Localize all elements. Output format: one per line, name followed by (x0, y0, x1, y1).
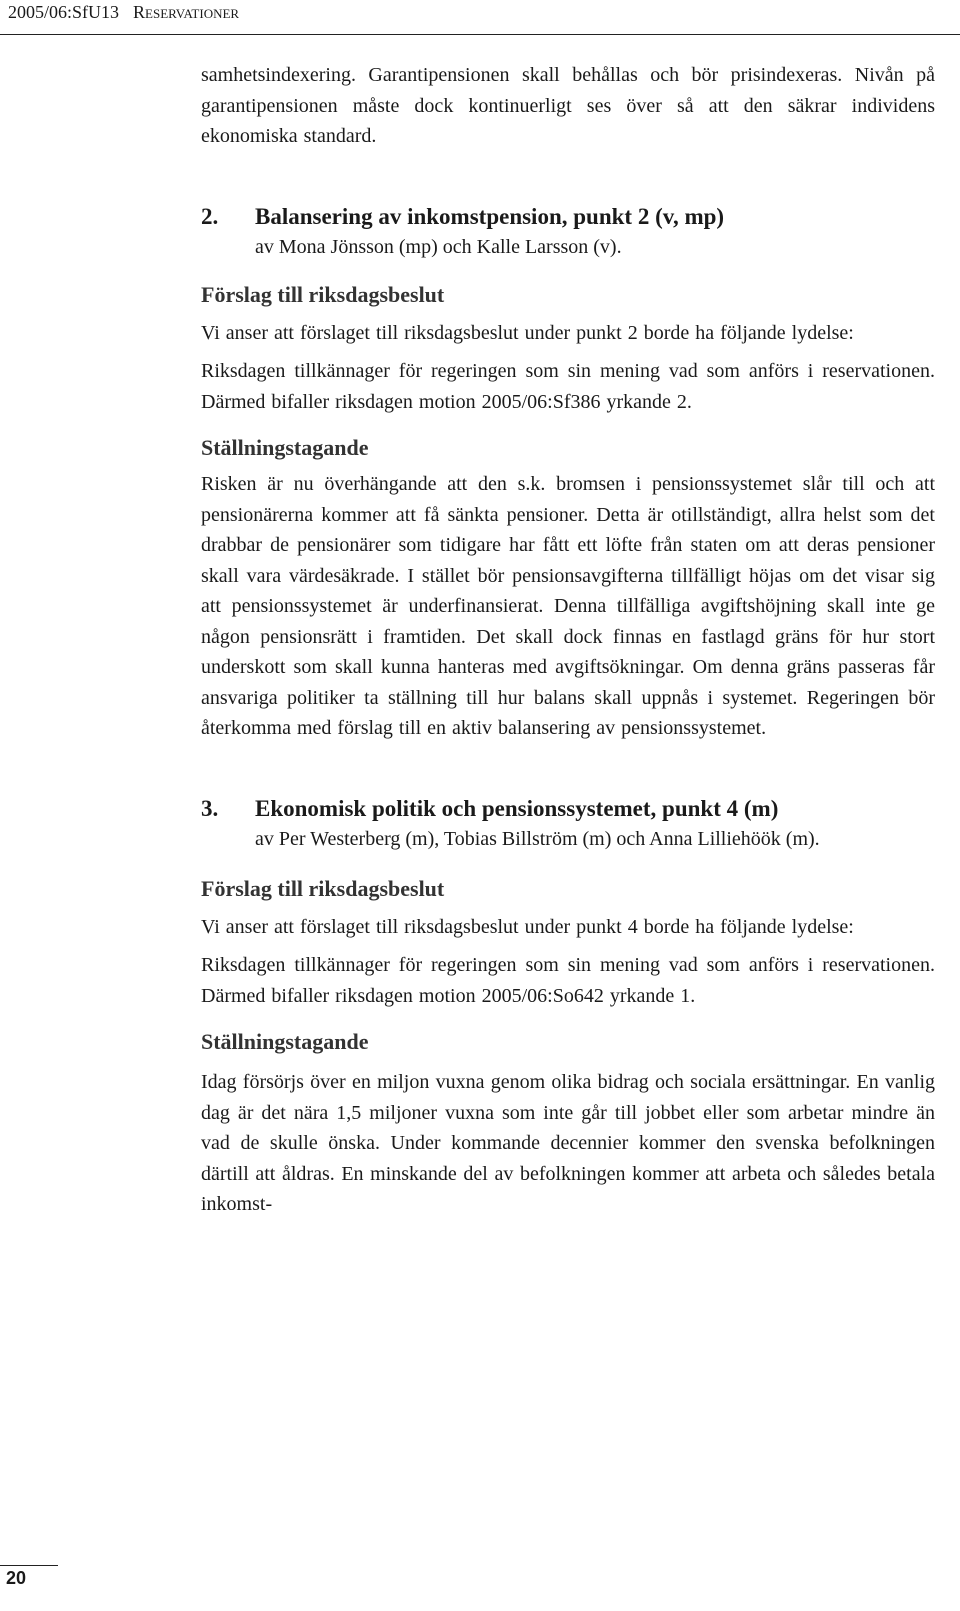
section-label: Reservationer (133, 2, 240, 22)
page-content (201, 60, 935, 1220)
reservation-3-heading (201, 794, 935, 854)
position-text: Idag försörjs över en miljon vuxna genom olika bidrag och sociala ersättningar. En vanlig dag är det nära 1,5 miljoner vuxna som inte går till jobbet eller som arbetar mindre än vad de skulle önska. Under kommande decennier kommer den svenska befolkningen därtill att åldras. En minskande del av befolkningen kommer att arbeta och således betala inkomst- (201, 1071, 935, 1215)
reservation-title: Ekonomisk politik och pensionssystemet, punkt 4 (m) (255, 795, 779, 821)
page-number-rule (0, 1565, 58, 1566)
proposal-text: Riksdagen tillkännager för regeringen som sin mening vad som anförs i reservationen. Därmed bifaller riksdagen motion 2005/06:So642 yrkande 1. (201, 954, 935, 1007)
reservation-title: Balansering av inkomstpension, punkt 2 (v, mp) (255, 203, 725, 229)
running-header (8, 2, 239, 23)
page-number: 20 (6, 1568, 27, 1588)
intro-paragraph: samhetsindexering. Garantipensionen skall behållas och bör prisindexeras. Nivån på garantipensionen måste dock kontinuerligt ses över så att den säkrar individens ekonomiska standard. (201, 64, 935, 147)
proposal-heading: Förslag till riksdagsbeslut (201, 875, 445, 901)
position-heading: Ställningstagande (201, 1029, 369, 1054)
reservation-number: 2. (201, 203, 219, 229)
document-id: 2005/06:SfU13 (8, 2, 120, 22)
position-text: Risken är nu överhängande att den s.k. bromsen i pensionssystemet slår till och att pensionärerna kommer att få sänkta pensioner. Detta är otillständigt, allra helst som det drabbar de pensionärer som tidigare har fått ett löfte från staten om att deras pensioner skall vara värdesäkrade. I stället bör pensionsavgifterna tillfälligt höjas om det visar sig att pensionssystemet är underfinansierat. Denna tillfälliga avgiftshöjning skall inte ge någon pensionsrätt i framtiden. Det skall dock finnas en fastlagd gräns för hur stort underskott som skall kunna hanteras med avgiftsökningar. Om denna gräns passeras får ansvariga politiker ta ställning till hur balans skall uppnås i systemet. Regeringen bör återkomma med förslag till en aktiv balansering av pensionssystemet. (201, 473, 935, 739)
proposal-heading: Förslag till riksdagsbeslut (201, 281, 445, 307)
proposal-text: Riksdagen tillkännager för regeringen som sin mening vad som anförs i reservationen. Därmed bifaller riksdagen motion 2005/06:Sf386 yrkande 2. (201, 360, 935, 413)
header-rule (0, 34, 960, 35)
reservation-2-heading (201, 202, 935, 262)
reservation-authors: av Per Westerberg (m), Tobias Billström (m) och Anna Lilliehöök (m). (255, 827, 820, 850)
proposal-intro: Vi anser att förslaget till riksdagsbeslut under punkt 4 borde ha följande lydelse: (201, 915, 854, 938)
position-heading: Ställningstagande (201, 435, 369, 460)
reservation-authors: av Mona Jönsson (mp) och Kalle Larsson (v). (255, 235, 622, 258)
reservation-number: 3. (201, 795, 219, 821)
proposal-intro: Vi anser att förslaget till riksdagsbeslut under punkt 2 borde ha följande lydelse: (201, 321, 854, 344)
